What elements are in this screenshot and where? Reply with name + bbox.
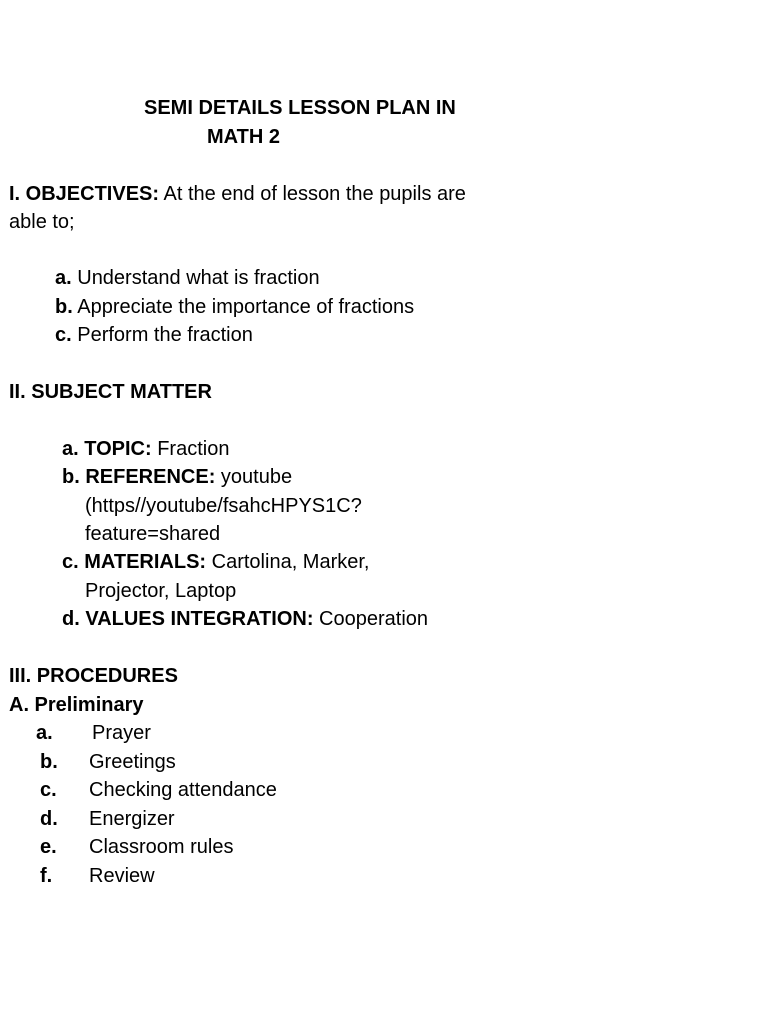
- objective-text: Appreciate the importance of fractions: [72, 296, 415, 318]
- subject-materials-value: Cartolina, Marker,: [206, 551, 370, 573]
- procedures-subheading: A. Preliminary: [9, 694, 144, 716]
- procedure-marker: e.: [40, 836, 57, 858]
- subject-reference-url: (https//youtube/fsahcHPYS1C?: [85, 495, 362, 517]
- subject-reference-value: youtube: [215, 466, 293, 488]
- procedure-text: Classroom rules: [89, 836, 234, 858]
- subject-reference-label: REFERENCE:: [79, 466, 216, 488]
- objectives-heading: I. OBJECTIVES:: [9, 183, 160, 205]
- subject-reference: [62, 463, 292, 491]
- subject-materials-marker: c.: [62, 551, 79, 573]
- objective-item: [55, 321, 253, 349]
- objective-marker: a.: [55, 267, 72, 289]
- subject-reference-marker: b.: [62, 466, 80, 488]
- procedure-marker: d.: [40, 808, 58, 830]
- subject-topic-value: Fraction: [151, 438, 230, 460]
- procedure-marker: a.: [36, 722, 53, 744]
- procedures-heading: III. PROCEDURES: [9, 665, 178, 687]
- objectives-intro-continued: able to;: [9, 211, 75, 233]
- procedure-text: Prayer: [92, 722, 151, 744]
- procedure-marker: b.: [40, 751, 58, 773]
- subject-materials: [62, 548, 369, 576]
- procedure-text: Review: [89, 865, 155, 887]
- objective-marker: c.: [55, 324, 72, 346]
- subject-values-value: Cooperation: [313, 608, 429, 630]
- objective-text: Perform the fraction: [71, 324, 253, 346]
- subject-values-marker: d.: [62, 608, 80, 630]
- procedure-text: Checking attendance: [89, 779, 277, 801]
- subject-values-integration: [62, 605, 428, 633]
- procedure-text: Greetings: [89, 751, 176, 773]
- subject-topic: [62, 435, 229, 463]
- objectives-intro-text: At the end of lesson the pupils are: [159, 183, 466, 205]
- procedure-text: Energizer: [89, 808, 175, 830]
- objective-text: Understand what is fraction: [71, 267, 320, 289]
- document-title-line-2: MATH 2: [207, 126, 280, 148]
- subject-materials-label: MATERIALS:: [78, 551, 207, 573]
- objective-marker: b.: [55, 296, 73, 318]
- subject-matter-heading: II. SUBJECT MATTER: [9, 381, 212, 403]
- subject-topic-marker: a.: [62, 438, 79, 460]
- subject-reference-url-continued: feature=shared: [85, 523, 221, 545]
- objective-item: [55, 264, 320, 292]
- subject-values-label: VALUES INTEGRATION:: [79, 608, 314, 630]
- procedure-marker: f.: [40, 865, 53, 887]
- subject-topic-label: TOPIC:: [78, 438, 152, 460]
- document-title-line-1: SEMI DETAILS LESSON PLAN IN: [144, 97, 456, 119]
- subject-materials-continued: Projector, Laptop: [85, 580, 237, 602]
- objectives-intro: [9, 180, 466, 208]
- procedure-marker: c.: [40, 779, 57, 801]
- objective-item: [55, 293, 414, 321]
